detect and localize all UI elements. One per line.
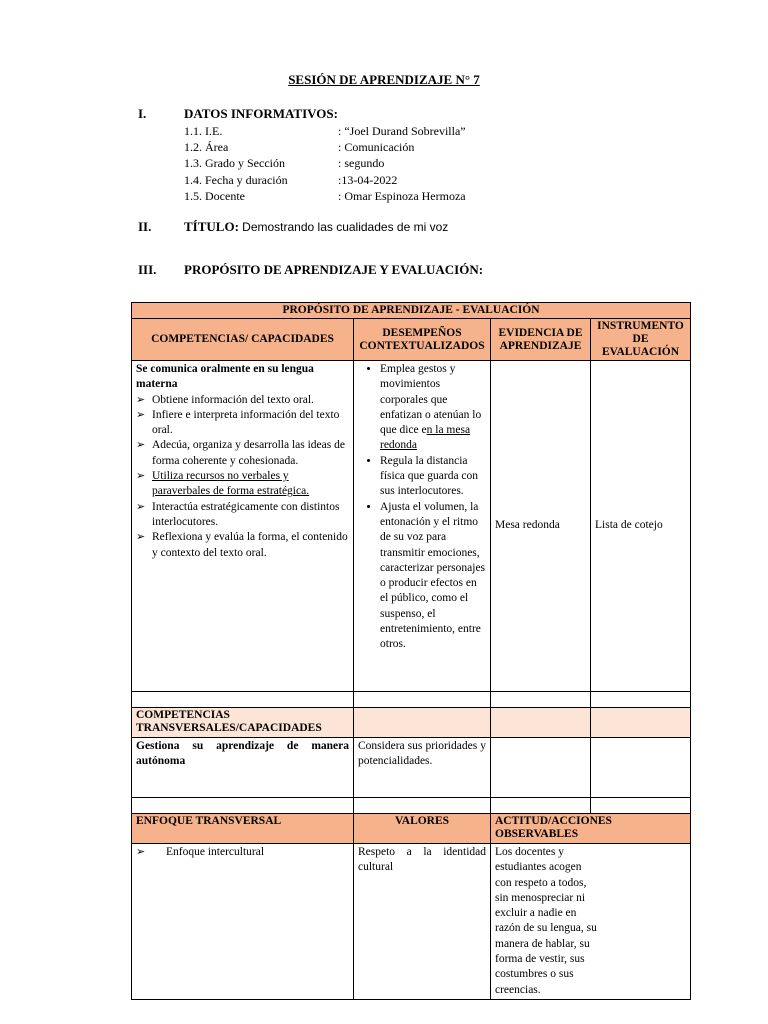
empty-cell: [491, 738, 591, 798]
empty-cell: [354, 798, 491, 814]
section-label: PROPÓSITO DE APRENDIZAJE Y EVALUACIÓN:: [184, 262, 484, 277]
section-number: I.: [138, 106, 147, 121]
empty-cell: [491, 798, 591, 814]
empty-cell: [491, 708, 591, 738]
col-header-competencias: COMPETENCIAS/ CAPACIDADES: [132, 319, 354, 361]
attitude-header: ACTITUD/ACCIONES OBSERVABLES: [491, 814, 691, 844]
empty-cell: [591, 692, 691, 708]
transversal-competence: Gestiona su aprendizaje de manera autónoma: [132, 738, 354, 798]
list-item: ➢ Utiliza recursos no verbales y paraverbales de forma estratégica.: [136, 469, 349, 500]
performance-text: Emplea gestos y movimientos corporales que enfatizan o atenúan lo que dice e: [380, 363, 482, 437]
col-header-instrumento: INSTRUMENTO DE EVALUACIÓN: [591, 319, 691, 361]
section-number: II.: [138, 219, 152, 234]
info-key: 1.5. Docente: [184, 188, 245, 203]
evidence-cell: Mesa redonda: [491, 361, 591, 692]
session-topic: Demostrando las cualidades de mi voz: [242, 220, 449, 234]
performance-underlined: n la mesa redonda: [380, 424, 471, 452]
list-item: • Ajusta el volumen, la entonación y el ritmo de su voz para transmitir emociones, caracterizar personajes o producir efectos en el público, como el suspenso, el entretenimiento, entre otros.: [380, 500, 486, 653]
info-value: :13-04-2022: [338, 172, 398, 187]
instrument-cell: Lista de cotejo: [591, 361, 691, 692]
approach-list: [136, 845, 349, 860]
info-row-docente: [184, 188, 466, 204]
list-item: ➢ Adecúa, organiza y desarrolla las ideas de forma coherente y cohesionada.: [136, 438, 349, 469]
col-header-desempenos: DESEMPEÑOS CONTEXTUALIZADOS: [354, 319, 491, 361]
table-main-header: PROPÓSITO DE APRENDIZAJE - EVALUACIÓN: [132, 303, 691, 319]
learning-table: [131, 302, 691, 1000]
empty-cell: [132, 798, 354, 814]
list-item: ➢ Obtiene información del texto oral.: [136, 393, 349, 408]
competencies-cell: [132, 361, 354, 692]
empty-cell: [354, 692, 491, 708]
list-item: ➢ Reflexiona y evalúa la forma, el contenido y contexto del texto oral.: [136, 530, 349, 561]
section-proposito: [138, 262, 483, 278]
capacities-list: [136, 393, 349, 561]
empty-cell: [132, 692, 354, 708]
performances-list: [358, 362, 486, 653]
info-key: 1.2. Área: [184, 140, 229, 155]
info-key: 1.1. I.E.: [184, 124, 223, 138]
transversal-performance: Considera sus prioridades y potencialidades.: [354, 738, 491, 798]
attitude-cell: Los docentes y estudiantes acogen con respeto a todos, sin menospreciar ni excluir a nadie en razón de su lengua, su manera de hablar, su forma de vestir, sus costumbres o sus creencias.: [491, 844, 691, 1000]
transversal-header: COMPETENCIAS TRANSVERSALES/CAPACIDADES: [132, 708, 354, 738]
list-item: ➢ Infiere e interpreta información del texto oral.: [136, 408, 349, 439]
competence-title: Se comunica oralmente en su lengua materna: [136, 363, 314, 391]
info-row-fecha: [184, 172, 466, 188]
approach-cell: [132, 844, 354, 1000]
info-key: 1.4. Fecha y duración: [184, 172, 288, 187]
info-key: 1.3. Grado y Sección: [184, 156, 285, 171]
info-value: : Comunicación: [338, 140, 415, 155]
list-item: [380, 362, 486, 454]
empty-cell: [591, 708, 691, 738]
list-item: ➢ Enfoque intercultural: [136, 845, 349, 860]
info-row-grado: [184, 155, 466, 171]
empty-cell: [591, 738, 691, 798]
list-item: • Regula la distancia física que guarda con sus interlocutores.: [380, 454, 486, 500]
col-header-evidencia: EVIDENCIA DE APRENDIZAJE: [491, 319, 591, 361]
empty-cell: [354, 708, 491, 738]
empty-cell: [591, 798, 691, 814]
info-value: : segundo: [338, 156, 385, 171]
section-titulo: [138, 219, 448, 235]
info-row-ie: [184, 123, 466, 139]
section-label: DATOS INFORMATIVOS:: [184, 106, 338, 121]
empty-cell: [491, 692, 591, 708]
info-value: : Omar Espinoza Hermoza: [338, 188, 466, 203]
list-item: ➢ Interactúa estratégicamente con distintos interlocutores.: [136, 500, 349, 531]
approach-header: ENFOQUE TRANSVERSAL: [132, 814, 354, 844]
values-cell: Respeto a la identidad cultural: [354, 844, 491, 1000]
info-value: : “Joel Durand Sobrevilla”: [338, 124, 466, 138]
section-label: TÍTULO:: [184, 219, 239, 234]
info-row-area: [184, 139, 466, 155]
info-list: [184, 123, 466, 204]
section-datos: [138, 106, 338, 122]
performances-cell: [354, 361, 491, 692]
section-number: III.: [138, 262, 157, 277]
session-title: SESIÓN DE APRENDIZAJE N° 7: [288, 72, 480, 87]
values-header: VALORES: [354, 814, 491, 844]
